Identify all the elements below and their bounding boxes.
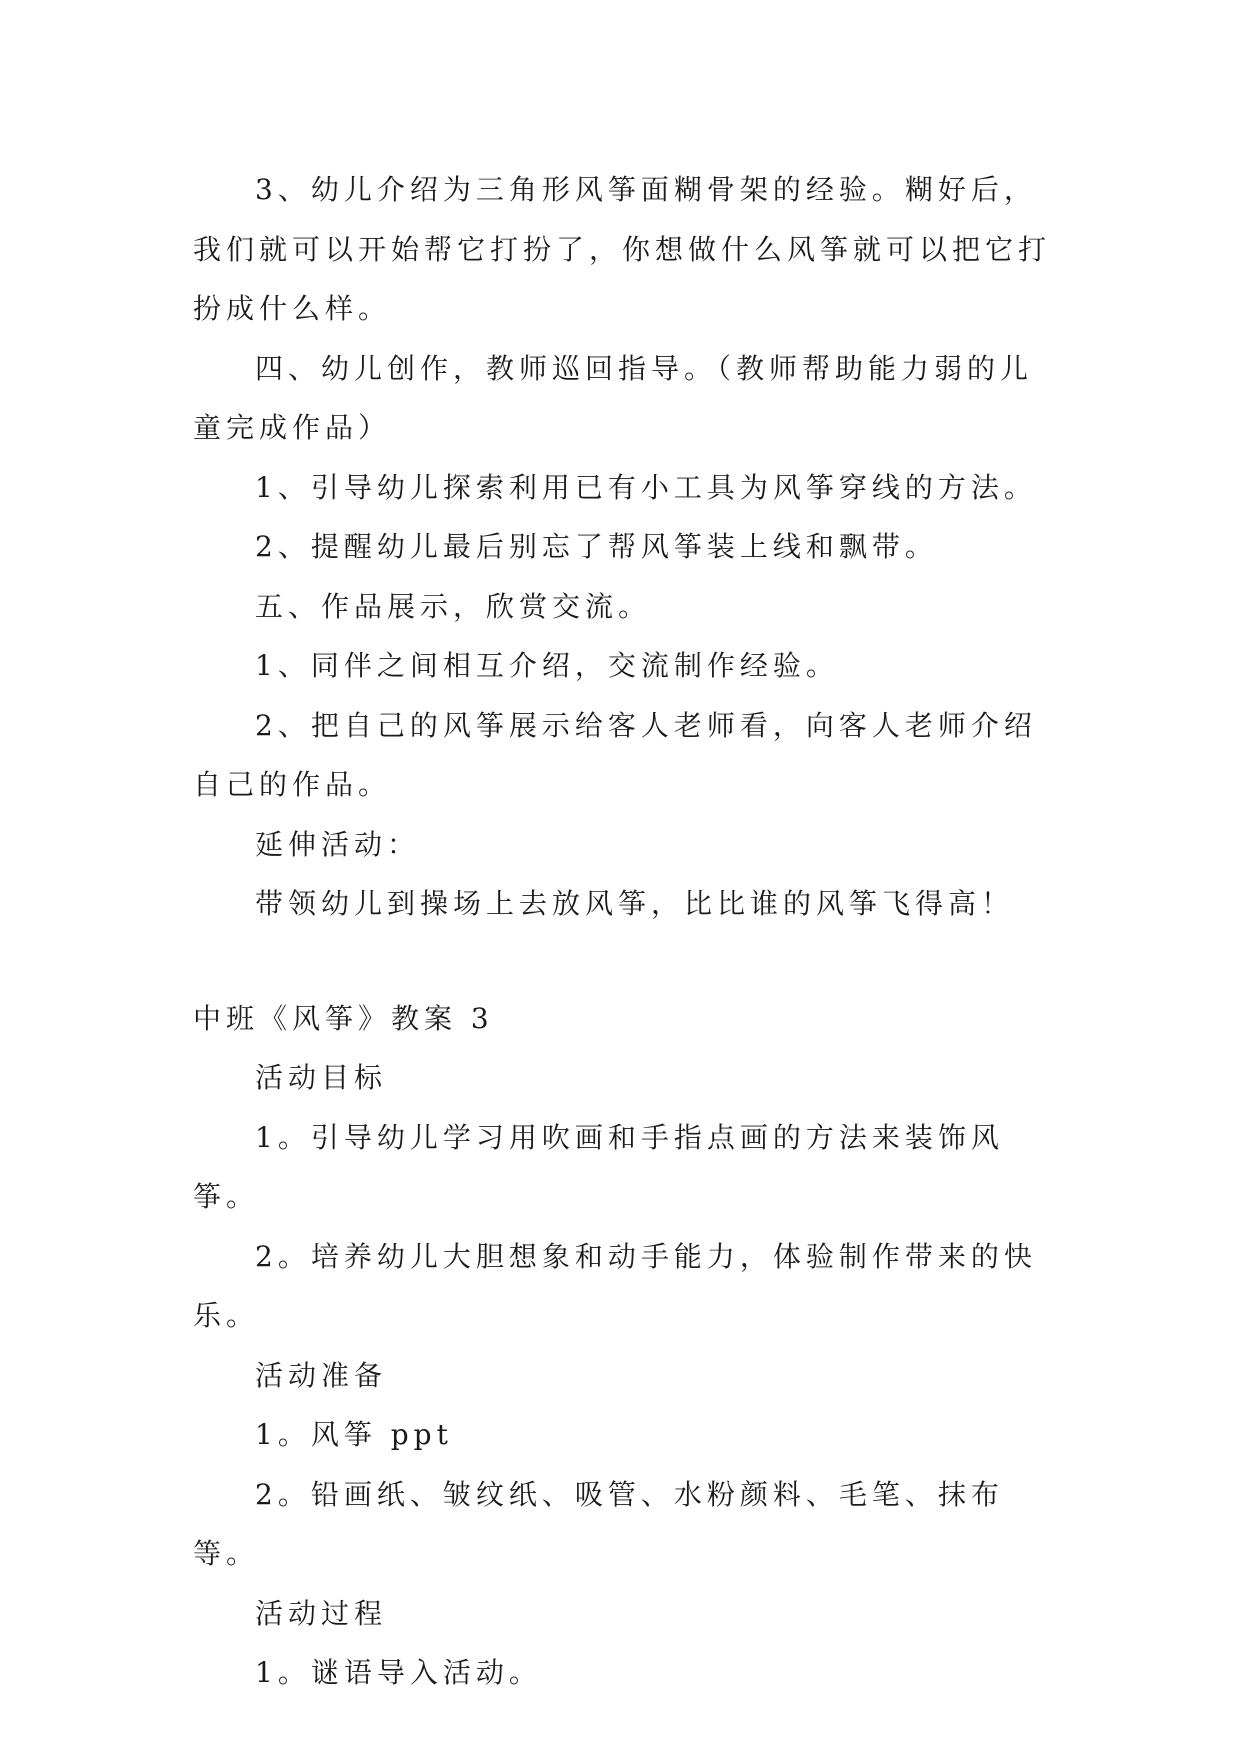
- paragraph: 带领幼儿到操场上去放风筝，比比谁的风筝飞得高！: [255, 887, 1015, 920]
- paragraph: 活动目标: [255, 1061, 388, 1094]
- paragraph: 活动准备: [255, 1358, 388, 1392]
- paragraph: 2。铅画纸、皱纹纸、吸管、水粉颜料、毛笔、抹布等。: [193, 1477, 1004, 1570]
- paragraph: 五、作品展示，欣赏交流。: [255, 589, 652, 623]
- paragraph: 延伸活动：: [255, 827, 421, 861]
- paragraph: 1、同伴之间相互介绍，交流制作经验。: [255, 649, 839, 682]
- document-body: [193, 160, 1065, 1703]
- paragraph: 1。谜语导入活动。: [255, 1656, 542, 1689]
- paragraph: 2、提醒幼儿最后别忘了帮风筝装上线和飘带。: [255, 530, 938, 563]
- paragraph: 2。培养幼儿大胆想象和动手能力，体验制作带来的快乐。: [193, 1239, 1037, 1332]
- paragraph: 1、引导幼儿探索利用已有小工具为风筝穿线的方法。: [255, 470, 1037, 504]
- section-title: 中班《风筝》教案 3: [193, 1001, 494, 1035]
- paragraph: 活动过程: [255, 1596, 388, 1630]
- paragraph: 2、把自己的风筝展示给客人老师看，向客人老师介绍自己的作品。: [193, 708, 1037, 801]
- paragraph: 3、幼儿介绍为三角形风筝面糊骨架的经验。糊好后，我们就可以开始帮它打扮了，你想做什么风筝就可以把它打扮成什么样。: [193, 173, 1052, 325]
- section-gap: [193, 934, 1065, 989]
- paragraph: 四、幼儿创作，教师巡回指导。（教师帮助能力弱的儿童完成作品）: [193, 351, 1034, 444]
- paragraph: 1。引导幼儿学习用吹画和手指点画的方法来装饰风筝。: [193, 1120, 1004, 1213]
- paragraph: 1。风筝 ppt: [255, 1418, 453, 1451]
